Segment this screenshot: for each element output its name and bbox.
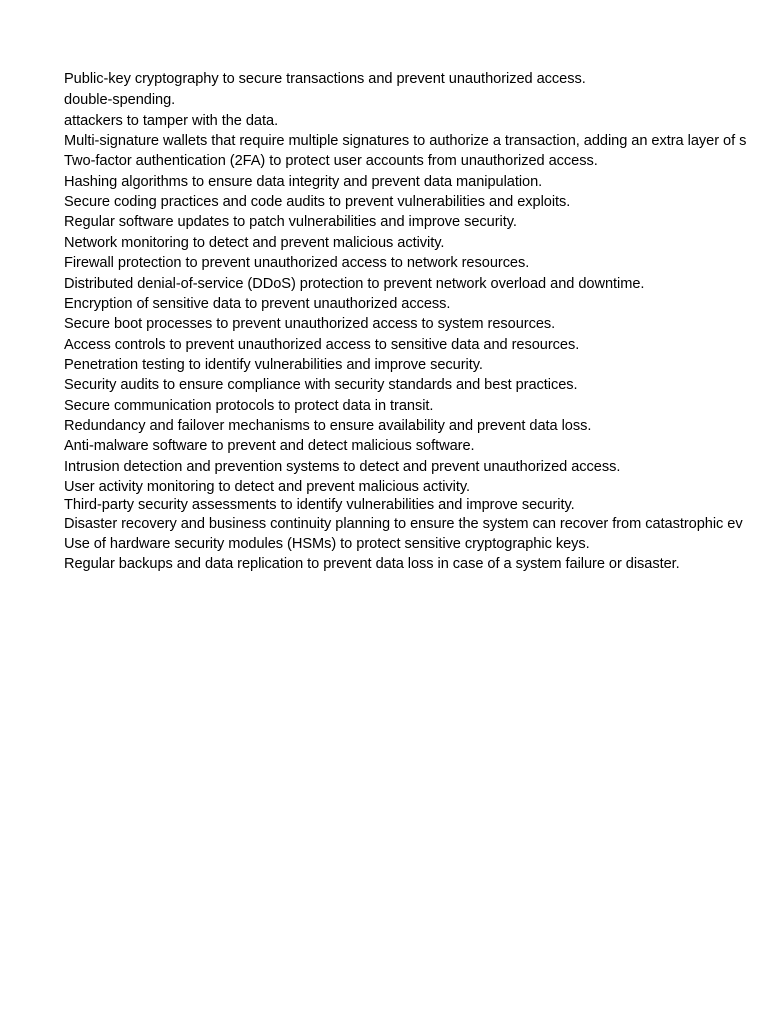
text-line: Hashing algorithms to ensure data integrity and prevent data manipulation. — [64, 174, 543, 190]
text-line: Anti-malware software to prevent and detect malicious software. — [64, 438, 475, 454]
text-line: Disaster recovery and business continuity planning to ensure the system can recover from catastrophic ev — [64, 516, 743, 532]
text-line: Two-factor authentication (2FA) to protect user accounts from unauthorized access. — [64, 153, 598, 169]
text-line: Distributed denial-of-service (DDoS) protection to prevent network overload and downtime. — [64, 276, 645, 292]
text-line: Regular software updates to patch vulnerabilities and improve security. — [64, 214, 517, 230]
text-line: Secure coding practices and code audits to prevent vulnerabilities and exploits. — [64, 194, 571, 210]
text-line: attackers to tamper with the data. — [64, 113, 279, 129]
text-line: double-spending. — [64, 92, 176, 108]
text-line: Security audits to ensure compliance with security standards and best practices. — [64, 377, 578, 393]
text-line: Access controls to prevent unauthorized access to sensitive data and resources. — [64, 337, 580, 353]
text-line: Redundancy and failover mechanisms to ensure availability and prevent data loss. — [64, 418, 592, 434]
text-line: Secure communication protocols to protect data in transit. — [64, 398, 434, 414]
text-line: Penetration testing to identify vulnerabilities and improve security. — [64, 357, 483, 373]
text-line: Intrusion detection and prevention systems to detect and prevent unauthorized access. — [64, 459, 621, 475]
text-line: Use of hardware security modules (HSMs) to protect sensitive cryptographic keys. — [64, 536, 590, 552]
text-line: Public-key cryptography to secure transactions and prevent unauthorized access. — [64, 71, 586, 87]
text-line: Network monitoring to detect and prevent malicious activity. — [64, 235, 445, 251]
text-line: User activity monitoring to detect and prevent malicious activity. — [64, 479, 471, 495]
text-line: Firewall protection to prevent unauthorized access to network resources. — [64, 255, 530, 271]
text-line: Regular backups and data replication to prevent data loss in case of a system failure or disaster. — [64, 556, 680, 572]
text-line: Multi-signature wallets that require multiple signatures to authorize a transaction, adding an extra layer of s — [64, 133, 747, 149]
text-line: Encryption of sensitive data to prevent unauthorized access. — [64, 296, 451, 312]
text-line: Secure boot processes to prevent unauthorized access to system resources. — [64, 316, 556, 332]
text-line: Third-party security assessments to identify vulnerabilities and improve security. — [64, 497, 575, 513]
